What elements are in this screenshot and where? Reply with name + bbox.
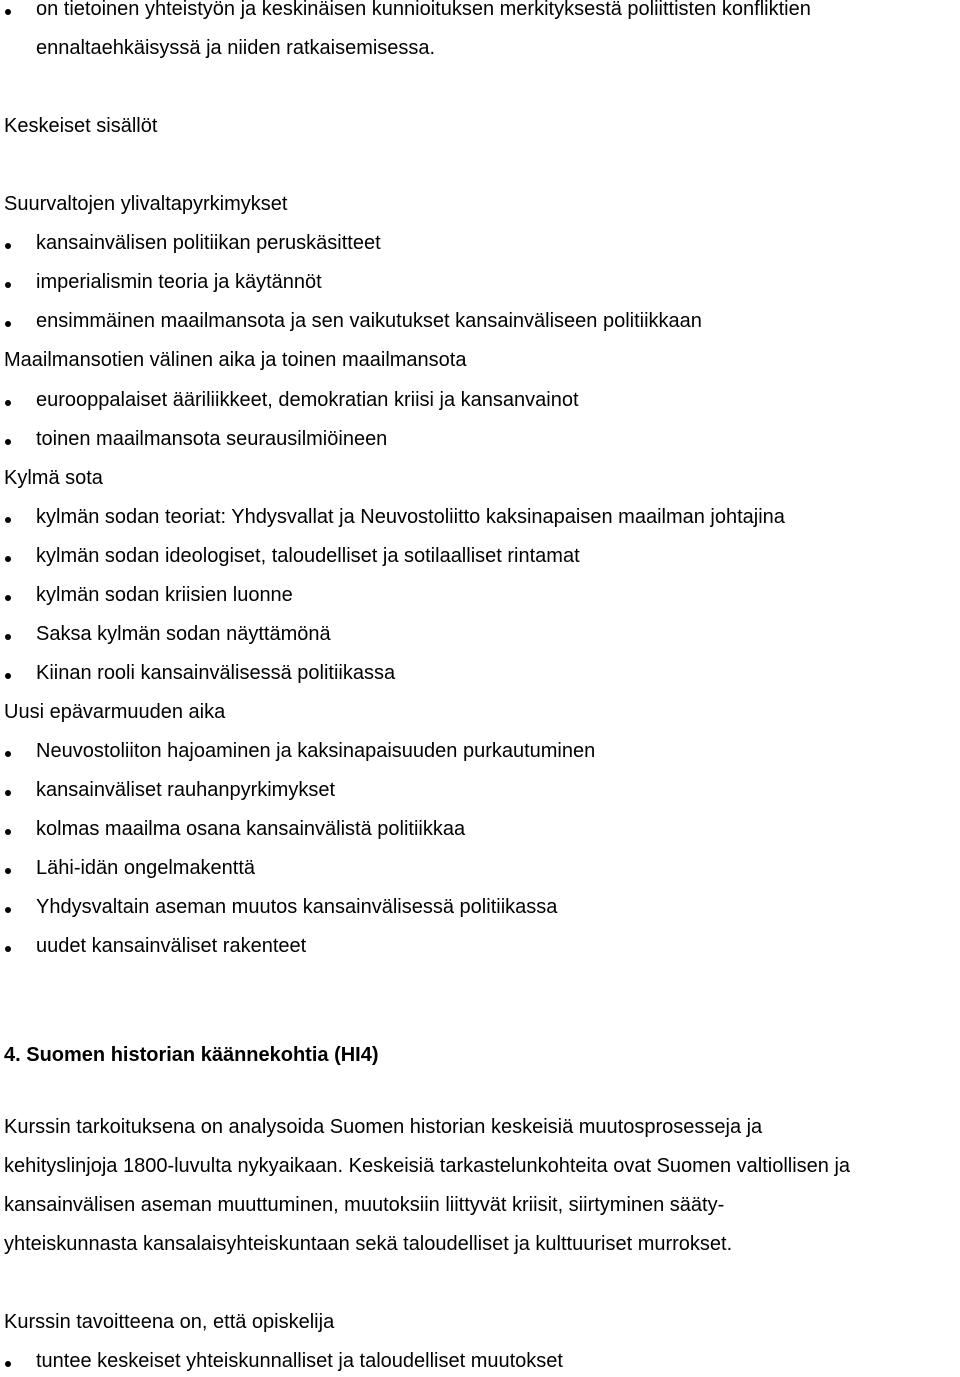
line-text: kylmän sodan ideologiset, taloudelliset ja sotilaalliset rintamat	[36, 545, 580, 567]
line-text: Suurvaltojen ylivaltapyrkimykset	[4, 193, 288, 215]
line-text: imperialismin teoria ja käytännöt	[36, 271, 322, 293]
line-text: on tietoinen yhteistyön ja keskinäisen kunnioituksen merkityksestä poliittisten konfliktien	[36, 0, 811, 20]
line-text: yhteiskunnasta kansalaisyhteiskuntaan sekä taloudelliset ja kulttuuriset murrokset.	[4, 1233, 733, 1255]
list-item	[36, 778, 335, 802]
line-text: Uusi epävarmuuden aika	[4, 701, 226, 723]
bullet-icon	[5, 439, 11, 445]
list-item	[36, 427, 387, 451]
bullet-icon	[5, 595, 11, 601]
bullet-icon	[5, 751, 11, 757]
text-line	[4, 466, 103, 490]
bullet-icon	[5, 829, 11, 835]
line-text: ensimmäinen maailmansota ja sen vaikutukset kansainväliseen politiikkaan	[36, 310, 702, 332]
line-text: kansainväliset rauhanpyrkimykset	[36, 779, 336, 801]
line-text: kylmän sodan kriisien luonne	[36, 584, 293, 606]
list-item	[36, 231, 381, 255]
line-text: tuntee keskeiset yhteiskunnalliset ja taloudelliset muutokset	[36, 1350, 563, 1372]
text-line	[4, 700, 225, 724]
bullet-icon	[5, 907, 11, 913]
text-line	[4, 1232, 732, 1256]
bullet-icon	[5, 790, 11, 796]
list-item	[36, 505, 785, 529]
line-text: Keskeiset sisällöt	[4, 115, 158, 137]
line-text: ennaltaehkäisyssä ja niiden ratkaisemisessa.	[36, 37, 436, 59]
line-text: Yhdysvaltain aseman muutos kansainvälisessä politiikassa	[36, 896, 558, 918]
bullet-icon	[5, 282, 11, 288]
line-text: Neuvostoliiton hajoaminen ja kaksinapaisuuden purkautuminen	[36, 740, 596, 762]
list-item	[36, 622, 331, 646]
bullet-icon	[5, 517, 11, 523]
bullet-icon	[5, 868, 11, 874]
list-item	[36, 856, 255, 880]
text-line	[4, 348, 466, 372]
list-item	[36, 583, 293, 607]
bullet-icon	[5, 321, 11, 327]
bullet-icon	[5, 400, 11, 406]
list-item	[36, 934, 306, 958]
line-text: kylmän sodan teoriat: Yhdysvallat ja Neuvostoliitto kaksinapaisen maailman johtajina	[36, 506, 785, 528]
bullet-icon	[5, 634, 11, 640]
list-item	[36, 388, 579, 412]
text-line	[4, 1154, 850, 1178]
text-line	[4, 1310, 334, 1334]
list-item	[36, 739, 595, 763]
line-text: kansainvälisen politiikan peruskäsitteet	[36, 232, 381, 254]
text-line	[4, 1193, 724, 1217]
line-text: 4. Suomen historian käännekohtia (HI4)	[4, 1044, 379, 1066]
line-text: kansainvälisen aseman muuttuminen, muutoksiin liittyvät kriisit, siirtyminen sääty-	[4, 1194, 725, 1216]
line-text: Saksa kylmän sodan näyttämönä	[36, 623, 331, 645]
text-line	[4, 1115, 762, 1139]
bullet-icon	[5, 946, 11, 952]
line-text: uudet kansainväliset rakenteet	[36, 935, 307, 957]
list-item	[36, 817, 465, 841]
line-text: Lähi-idän ongelmakenttä	[36, 857, 256, 879]
list-item	[36, 661, 395, 685]
line-text: Kurssin tavoitteena on, että opiskelija	[4, 1311, 335, 1333]
line-text: kolmas maailma osana kansainvälistä politiikkaa	[36, 818, 466, 840]
line-text: Kiinan rooli kansainvälisessä politiikassa	[36, 662, 396, 684]
list-item	[36, 309, 702, 333]
line-text: eurooppalaiset ääriliikkeet, demokratian kriisi ja kansanvainot	[36, 389, 579, 411]
line-text: Kylmä sota	[4, 467, 103, 489]
list-item-continuation	[36, 36, 435, 60]
list-item	[36, 1349, 563, 1373]
section-heading	[4, 1043, 379, 1067]
line-text: Kurssin tarkoituksena on analysoida Suomen historian keskeisiä muutosprosesseja ja	[4, 1116, 763, 1138]
bullet-icon	[5, 243, 11, 249]
bullet-icon	[5, 673, 11, 679]
list-item	[36, 544, 580, 568]
bullet-icon	[5, 556, 11, 562]
list-item	[36, 895, 557, 919]
list-item	[36, 270, 322, 294]
bullet-icon	[5, 9, 11, 15]
line-text: kehityslinjoja 1800-luvulta nykyaikaan. Keskeisiä tarkastelunkohteita ovat Suomen valtiollisen ja	[4, 1155, 851, 1177]
text-line	[4, 114, 157, 138]
bullet-icon	[5, 1361, 11, 1367]
text-line	[4, 192, 287, 216]
list-item	[36, 0, 811, 21]
line-text: toinen maailmansota seurausilmiöineen	[36, 428, 388, 450]
line-text: Maailmansotien välinen aika ja toinen maailmansota	[4, 349, 467, 371]
